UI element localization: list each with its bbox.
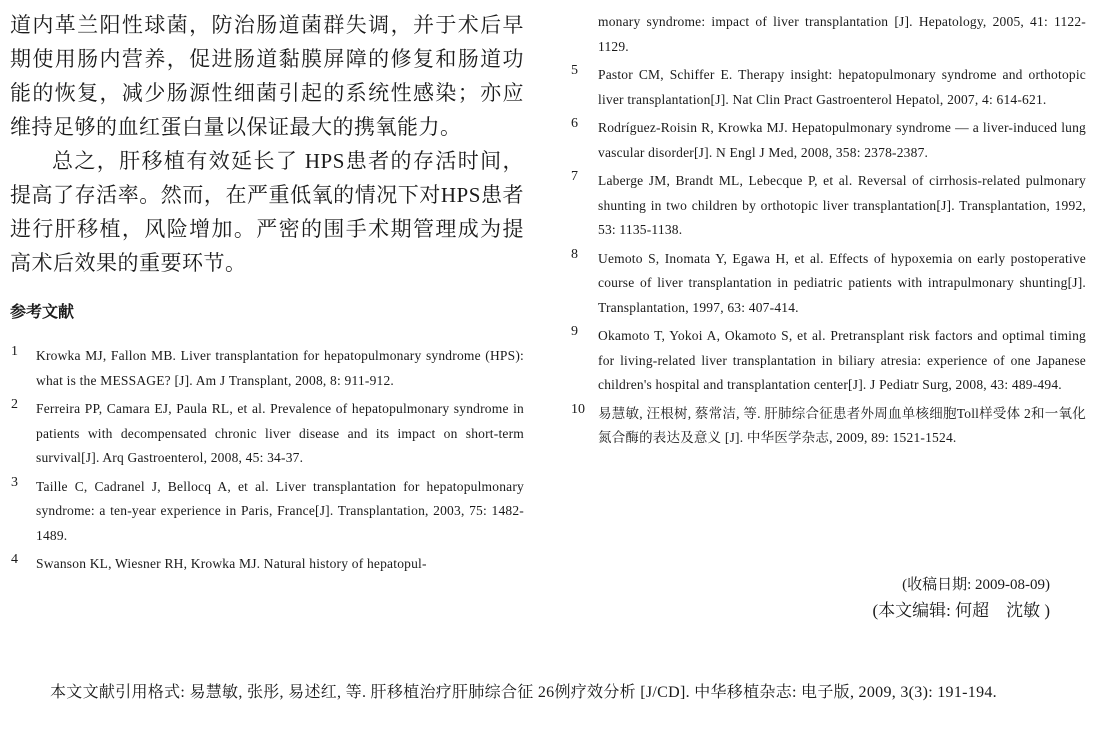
reference-item: [10, 397, 524, 471]
received-date: (收稿日期: 2009-08-09): [902, 577, 1050, 593]
editors-note: (本文编辑: 何超 沈敏 ): [872, 601, 1050, 620]
reference-text: Laberge JM, Brandt ML, Lebecque P, et al. Reversal of cirrhosis-related pulmonary shunting in two children by orthotopic liver transplantation[J]. Transplantation, 1992, 53: 1135-1138.: [598, 173, 1086, 237]
reference-number: 8: [571, 246, 578, 262]
body-paragraph-1: 道内革兰阳性球菌，防治肠道菌群失调，并于术后早期使用肠内营养，促进肠道黏膜屏障的修复和肠道功能的恢复，减少肠源性细菌引起的系统性感染；亦应维持足够的血红蛋白量以保证最大的携氧能力。: [10, 13, 524, 139]
reference-number: 1: [11, 344, 18, 359]
reference-item: [570, 116, 1086, 165]
reference-text: Uemoto S, Inomata Y, Egawa H, et al. Effects of hypoxemia on early postoperative course of liver transplantation in pediatric patients with intrapulmonary shunting[J]. Transplantation, 1997, 63: 407-414.: [598, 250, 1086, 315]
reference-number: 9: [571, 324, 578, 339]
reference-text: Okamoto T, Yokoi A, Okamoto S, et al. Pretransplant risk factors and optimal timing for living-related liver transplantation in biliary atresia: experience of one Japanese children's hospital and transplantation center[J]. J Pediatr Surg, 2008, 43: 489-494.: [598, 328, 1086, 392]
reference-text: Swanson KL, Wiesner RH, Krowka MJ. Natural history of hepatopul-: [36, 556, 427, 571]
reference-number: 4: [11, 552, 18, 567]
references-list-right: [570, 10, 1086, 451]
references-heading: 参考文献: [10, 302, 75, 321]
reference-item: [10, 344, 524, 393]
reference-text: Rodríguez-Roisin R, Krowka MJ. Hepatopulmonary syndrome — a liver-induced lung vascular disorder[J]. N Engl J Med, 2008, 358: 2378-2387.: [598, 120, 1086, 160]
reference-text: 易慧敏, 汪根树, 蔡常洁, 等. 肝肺综合征患者外周血单核细胞Toll样受体 2和一氧化氮合酶的表达及意义 [J]. 中华医学杂志, 2009, 89: 1521-1524.: [598, 405, 1086, 445]
reference-number: 2: [11, 397, 18, 412]
reference-number: 6: [571, 116, 578, 131]
reference-number: 7: [571, 169, 578, 184]
references-list-left: [10, 344, 524, 577]
left-column: [10, 8, 524, 581]
reference-text: Pastor CM, Schiffer E. Therapy insight: hepatopulmonary syndrome and orthotopic liver transplantation[J]. Nat Clin Pract Gastroenterol Hepatol, 2007, 4: 614-621.: [598, 67, 1086, 107]
reference-continuation: [570, 10, 1086, 59]
reference-number: 3: [11, 474, 18, 490]
reference-item: [570, 247, 1086, 321]
right-column: [570, 10, 1086, 455]
body-paragraph-2: 总之，肝移植有效延长了 HPS患者的存活时间，提高了存活率。然而，在严重低氧的情况下对HPS患者进行肝移植，风险增加。严密的围手术期管理成为提高术后效果的重要环节。: [10, 149, 524, 275]
reference-number: 5: [571, 63, 578, 78]
reference-item: [570, 324, 1086, 398]
reference-text: Taille C, Cadranel J, Bellocq A, et al. Liver transplantation for hepatopulmonary syndrome: a ten-year experience in Paris, France[J]. Transplantation, 2003, 75: 1482-1489.: [36, 478, 524, 543]
reference-item: [10, 552, 524, 577]
reference-number: 10: [571, 401, 585, 417]
citation-format: 本文文献引用格式: 易慧敏, 张彤, 易述红, 等. 肝移植治疗肝肺综合征 26例疗效分析 [J/CD]. 中华移植杂志: 电子版, 2009, 3(3): 191-194.: [50, 684, 997, 701]
reference-item: [570, 169, 1086, 243]
reference-text: Krowka MJ, Fallon MB. Liver transplantation for hepatopulmonary syndrome (HPS): what is the MESSAGE? [J]. Am J Transplant, 2008, 8: 911-912.: [36, 348, 524, 388]
reference-item: [10, 475, 524, 549]
reference-item: [570, 63, 1086, 112]
reference-text: monary syndrome: impact of liver transplantation [J]. Hepatology, 2005, 41: 1122-1129.: [598, 14, 1086, 54]
reference-text: Ferreira PP, Camara EJ, Paula RL, et al. Prevalence of hepatopulmonary syndrome in patients with decompensated chronic liver disease and its impact on short-term survival[J]. Arq Gastroenterol, 2008, 45: 34-37.: [36, 401, 524, 465]
reference-item: [570, 402, 1086, 451]
